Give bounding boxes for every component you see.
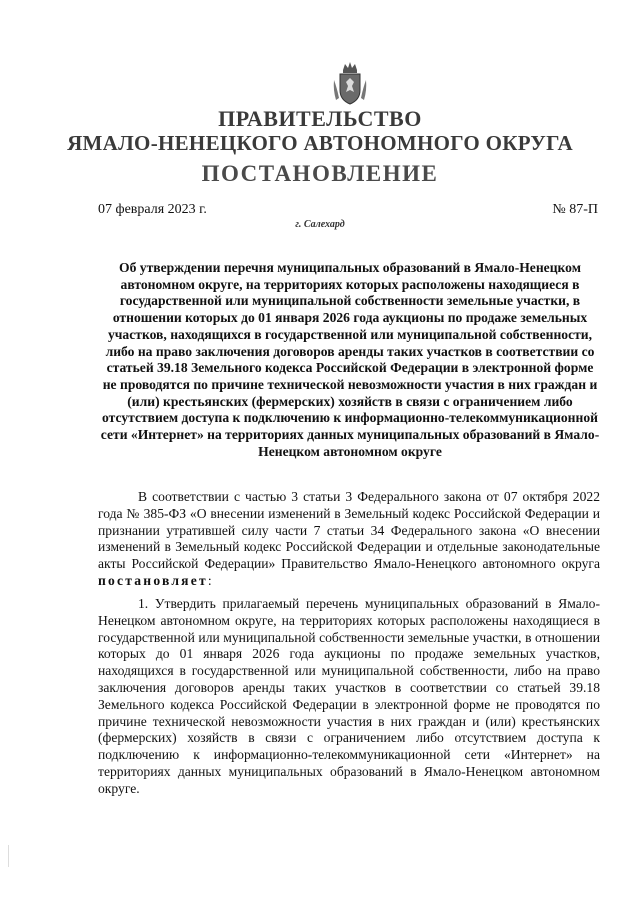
preamble-paragraph: [98, 489, 600, 590]
coat-of-arms-icon: [330, 58, 370, 108]
document-number: № 87-П: [552, 202, 598, 217]
preamble-text: В соответствии с частью 3 статьи 3 Федерального закона от 07 октября 2022 года № 385-ФЗ «О внесении изменений в Земельный кодекс Российской Федерации и признании утратившей силу части 7 статьи 34 Федерального закона «О внесении изменений в Земельный кодекс Российской Федерации и отдельные законодательные акты Российской Федерации» Правительство Ямало-Ненецкого автономного округа: [98, 489, 600, 572]
document-type: ПОСТАНОВЛЕНИЕ: [201, 161, 439, 186]
item-1-paragraph: 1. Утвердить прилагаемый перечень муниципальных образований в Ямало-Ненецком автономном округе, на территориях которых расположены находящиеся в государственной или муниципальной собственности земельные участки, в отношении которых до 01 января 2026 года аукционы по продаже земельных участков, находящихся в государственной или муниципальной собственности, либо на право заключения договоров аренды таких участков в соответствии со статьей 39.18 Земельного кодекса Российской Федерации в электронной форме не проводятся по причине технической невозможности участия в них граждан и (или) крестьянских (фермерских) хозяйств в связи с ограничением либо отсутствием доступа к подключению к информационно-телекоммуникационной сети «Интернет» на территориях данных муниципальных образований в Ямало-Ненецком автономном округе.: [98, 596, 600, 796]
document-city: г. Салехард: [295, 219, 345, 230]
decree-word: постановляет: [98, 572, 208, 588]
document-date: 07 февраля 2023 г.: [98, 202, 207, 217]
government-name-line1: ПРАВИТЕЛЬСТВО: [218, 106, 422, 131]
government-name-line2: ЯМАЛО-НЕНЕЦКОГО АВТОНОМНОГО ОКРУГА: [67, 131, 573, 155]
document-title: Об утверждении перечня муниципальных образований в Ямало-Ненецком автономном округе, на территориях которых расположены находящиеся в государственной или муниципальной собственности земельные участки, в отношении которых до 01 января 2026 года аукционы по продаже земельных участков, находящихся в государственной или муниципальной собственности, либо на право заключения договоров аренды таких участков в соответствии со статьей 39.18 Земельного кодекса Российской Федерации в электронной форме не проводятся по причине технической невозможности участия в них граждан и (или) крестьянских (фермерских) хозяйств в связи с ограничением либо отсутствием доступа к подключению к информационно-телекоммуникационной сети «Интернет» на территориях данных муниципальных образований в Ямало-Ненецком автономном округе: [100, 260, 600, 459]
scan-edge-mark: [8, 845, 9, 867]
decree-colon: :: [207, 572, 212, 588]
